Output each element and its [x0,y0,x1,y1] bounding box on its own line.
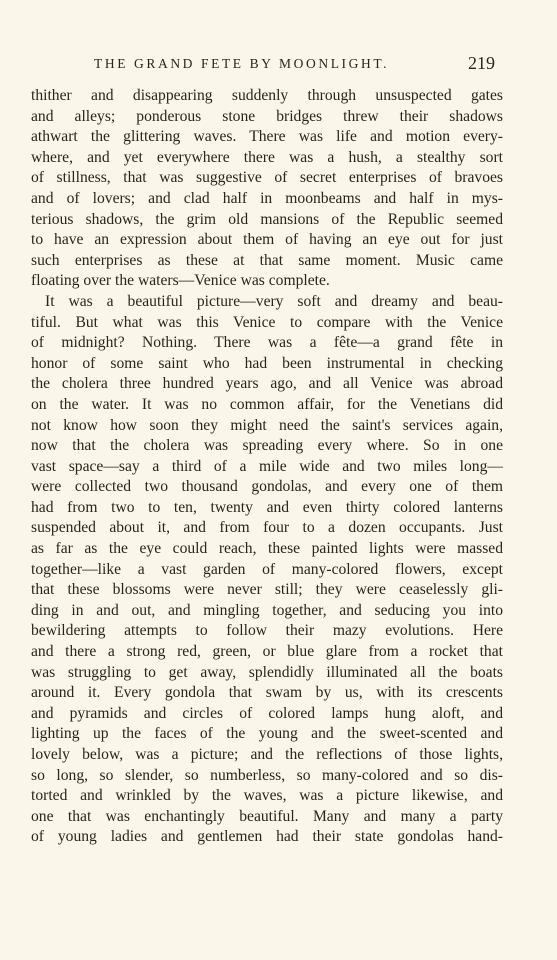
running-head-title: THE GRAND FETE BY MOONLIGHT. [94,56,390,71]
text-line: and of lovers; and clad half in moonbeams and half in mys- [31,189,503,207]
text-line: athwart the glittering waves. There was life and motion every- [31,128,503,146]
text-line: and there a strong red, green, or blue glare from a rocket that [31,643,503,661]
text-line: ding in and out, and mingling together, and seducing you into [31,601,503,619]
text-line: around it. Every gondola that swam by us, with its crescents [31,684,503,702]
running-head [94,54,495,76]
text-line: tiful. But what was this Venice to compare with the Venice [31,313,503,331]
text-line: was struggling to get away, splendidly illuminated all the boats [31,663,503,681]
text-line: and pyramids and circles of colored lamps hung aloft, and [31,704,503,722]
text-line: one that was enchantingly beautiful. Many and many a party [31,807,503,825]
text-line: that these blossoms were never still; they were ceaselessly gli- [31,581,503,599]
text-line: suspended about it, and from four to a dozen occupants. Just [31,519,503,537]
text-line: of midnight? Nothing. There was a fête—a grand fête in [31,334,503,352]
text-line: on the water. It was no common affair, for the Venetians did [31,395,503,413]
text-line: of young ladies and gentlemen had their state gondolas hand- [31,828,503,846]
text-line: terious shadows, the grim old mansions of the Republic seemed [31,210,503,228]
text-line: now that the cholera was spreading every where. So in one [31,437,503,455]
text-line: lighting up the faces of the young and the sweet-scented and [31,725,503,743]
text-line: to have an expression about them of having an eye out for just [31,231,503,249]
text-line: lovely below, was a picture; and the reflections of those lights, [31,746,503,763]
text-line: bewildering attempts to follow their mazy evolutions. Here [31,622,503,640]
text-line: of stillness, that was suggestive of secret enterprises of bravoes [31,169,503,187]
paragraph-end-line: floating over the waters—Venice was complete. [31,272,330,290]
text-line: and alleys; ponderous stone bridges threw their shadows [31,107,503,125]
page-number: 219 [468,53,495,73]
text-line: so long, so slender, so numberless, so many-colored and so dis- [31,766,503,784]
text-line: were collected two thousand gondolas, and every one of them [31,478,503,496]
text-line: torted and wrinkled by the waves, was a picture likewise, and [31,787,503,805]
text-line: honor of some saint who had been instrumental in checking [31,354,503,372]
paragraph-start-line: It was a beautiful picture—very soft and dreamy and beau- [45,292,503,310]
text-line: vast space—say a third of a mile wide and two miles long— [31,457,503,475]
text-line: had from two to ten, twenty and even thirty colored lanterns [31,498,503,516]
text-line: where, and yet everywhere there was a hush, a stealthy sort [31,148,503,166]
text-line: together—like a vast garden of many-colored flowers, except [31,560,503,578]
text-line: not know how soon they might need the saint's services again, [31,416,503,434]
text-line: the cholera three hundred years ago, and all Venice was abroad [31,375,503,393]
text-line: such enterprises as these at that same moment. Music came [31,251,503,269]
body-text [31,86,503,848]
text-line: thither and disappearing suddenly through unsuspected gates [31,87,503,104]
text-line: as far as the eye could reach, these painted lights were massed [31,540,503,558]
